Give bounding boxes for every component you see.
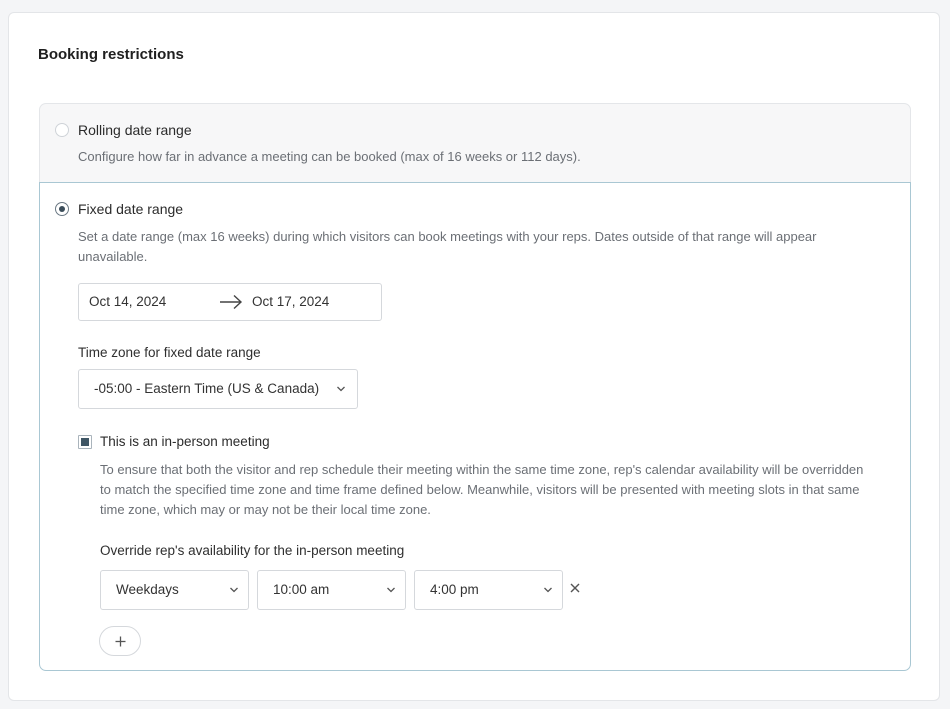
- chevron-down-icon: [543, 586, 553, 594]
- start-date-input[interactable]: Oct 14, 2024: [89, 294, 167, 309]
- fixed-description: Set a date range (max 16 weeks) during which visitors can book meetings with your reps. Dates outside of that range will appear unavailable.: [78, 229, 817, 264]
- override-end-time-value: 4:00 pm: [430, 582, 479, 597]
- override-end-time-select[interactable]: [414, 570, 563, 610]
- section-title: Booking restrictions: [38, 46, 184, 63]
- rolling-radio[interactable]: [55, 123, 69, 137]
- override-start-time-select[interactable]: [257, 570, 406, 610]
- rolling-label[interactable]: Rolling date range: [78, 122, 192, 138]
- arrow-right-icon: [219, 293, 243, 311]
- in-person-checkbox[interactable]: [78, 435, 92, 449]
- option-rolling-date-range[interactable]: [39, 103, 911, 183]
- rolling-description: Configure how far in advance a meeting can be booked (max of 16 weeks or 112 days).: [78, 149, 581, 164]
- chevron-down-icon: [336, 385, 346, 393]
- in-person-label[interactable]: This is an in-person meeting: [100, 434, 270, 449]
- plus-icon: [115, 636, 126, 647]
- fixed-radio[interactable]: [55, 202, 69, 216]
- in-person-description: To ensure that both the visitor and rep schedule their meeting within the same time zone, rep's calendar availability will be overridden to match the specified time zone and time frame defined below. Meanwhile, visitors will be presented with meeting slots in that same time zone, which may or may not be their local time zone.: [100, 462, 864, 517]
- date-range-picker[interactable]: [78, 283, 382, 321]
- date-range-options: [39, 103, 911, 671]
- option-fixed-date-range[interactable]: [39, 182, 911, 671]
- chevron-down-icon: [386, 586, 396, 594]
- chevron-down-icon: [229, 586, 239, 594]
- override-days-select[interactable]: [100, 570, 249, 610]
- timezone-value: -05:00 - Eastern Time (US & Canada): [94, 381, 320, 396]
- fixed-label[interactable]: Fixed date range: [78, 201, 184, 217]
- close-icon[interactable]: [569, 582, 581, 594]
- override-start-time-value: 10:00 am: [273, 582, 330, 597]
- end-date-input[interactable]: Oct 17, 2024: [252, 294, 330, 309]
- override-label: Override rep's availability for the in-person meeting: [100, 543, 405, 558]
- timezone-select[interactable]: [78, 369, 358, 409]
- timezone-label: Time zone for fixed date range: [78, 345, 261, 360]
- booking-restrictions-card: [8, 12, 940, 701]
- override-days-value: Weekdays: [116, 582, 179, 597]
- add-override-button[interactable]: [99, 626, 141, 656]
